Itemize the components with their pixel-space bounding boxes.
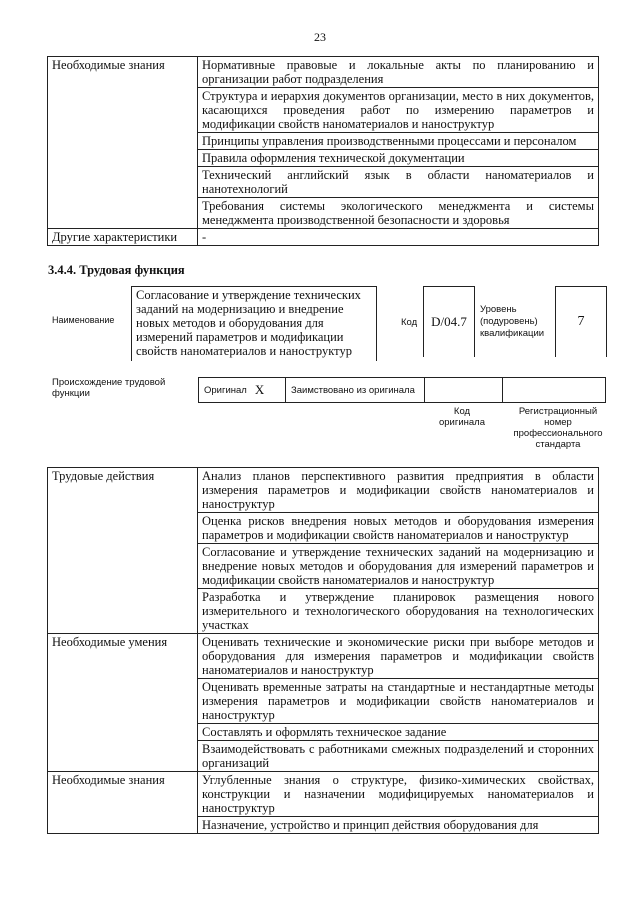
page-number: 23	[314, 30, 326, 44]
list-item: Технический английский язык в области наноматериалов и нанотехнологий	[198, 167, 599, 198]
registration-number-cell	[502, 377, 606, 403]
origin-label: Происхождение трудовой функции	[52, 377, 166, 399]
table-row	[48, 57, 599, 88]
original-mark: X	[254, 382, 265, 397]
original-code-cell	[424, 377, 502, 403]
list-item: Углубленные знания о структуре, физико-химических свойствах, конструкции и назначении модифицируемых наноматериалов и наноструктур	[198, 772, 599, 817]
row-label: Необходимые знания	[48, 772, 198, 834]
list-item: Назначение, устройство и принцип действия оборудования для	[198, 817, 599, 834]
level-label: Уровень (подуровень) квалификации	[480, 304, 545, 339]
original-label: Оригинал	[204, 384, 247, 396]
list-item: Нормативные правовые и локальные акты по планированию и организации работ подразделения	[198, 57, 599, 88]
row-label: Необходимые умения	[48, 634, 198, 772]
list-item: Требования системы экологического менеджмента и системы менеджмента производственной безопасности и здоровья	[198, 198, 599, 229]
function-name-value: Согласование и утверждение технических заданий на модернизацию и внедрение новых методов и оборудования для измерений параметров и модификации свойств наноматериалов и наноструктур	[131, 286, 377, 361]
list-item: -	[198, 229, 599, 246]
borrowed-cell	[285, 377, 424, 403]
table-row	[48, 468, 599, 513]
list-item: Структура и иерархия документов организации, место в них документов, касающихся проведения работ по измерению параметров и модификации свойств наноматериалов и наноструктур	[198, 88, 599, 133]
code-caption: Код оригинала	[438, 406, 485, 428]
row-label: Необходимые знания	[48, 57, 198, 229]
table-row	[48, 772, 599, 817]
requirements-table-bottom	[47, 467, 599, 834]
list-item: Разработка и утверждение планировок размещения нового измерительного и технологического оборудования на технологических участках	[198, 589, 599, 634]
list-item: Согласование и утверждение технических заданий на модернизацию и внедрение новых методов и оборудования для измерений параметров и модификации свойств наноматериалов и наноструктур	[198, 544, 599, 589]
table-row	[48, 229, 599, 246]
list-item: Правила оформления технической документации	[198, 150, 599, 167]
list-item: Принципы управления производственными процессами и персоналом	[198, 133, 599, 150]
name-label: Наименование	[52, 315, 115, 325]
origin-row	[198, 377, 606, 403]
requirements-table-top	[47, 56, 599, 246]
row-label: Трудовые действия	[48, 468, 198, 634]
original-cell	[198, 377, 285, 403]
list-item: Оценивать временные затраты на стандартные и нестандартные методы измерения параметров и модификации свойств наноматериалов и наноструктур	[198, 679, 599, 724]
list-item: Оценивать технические и экономические риски при выборе методов и оборудования для измерения параметров и модификации свойств наноматериалов и наноструктур	[198, 634, 599, 679]
registration-caption: Регистрационный номер профессионального стандарта	[513, 406, 603, 450]
list-item: Взаимодействовать с работниками смежных подразделений и сторонних организаций	[198, 741, 599, 772]
list-item: Оценка рисков внедрения новых методов и оборудования измерения параметров и модификации свойств наноматериалов и наноструктур	[198, 513, 599, 544]
list-item: Анализ планов перспективного развития предприятия в области измерения параметров и модификации свойств наноматериалов и наноструктур	[198, 468, 599, 513]
row-label: Другие характеристики	[48, 229, 198, 246]
table-row	[48, 634, 599, 679]
level-value: 7	[555, 286, 607, 357]
code-value: D/04.7	[423, 286, 475, 357]
code-label: Код	[401, 317, 418, 328]
section-heading: 3.4.4. Трудовая функция	[48, 263, 185, 277]
borrowed-label: Заимствовано из оригинала	[291, 384, 415, 396]
list-item: Составлять и оформлять техническое задание	[198, 724, 599, 741]
